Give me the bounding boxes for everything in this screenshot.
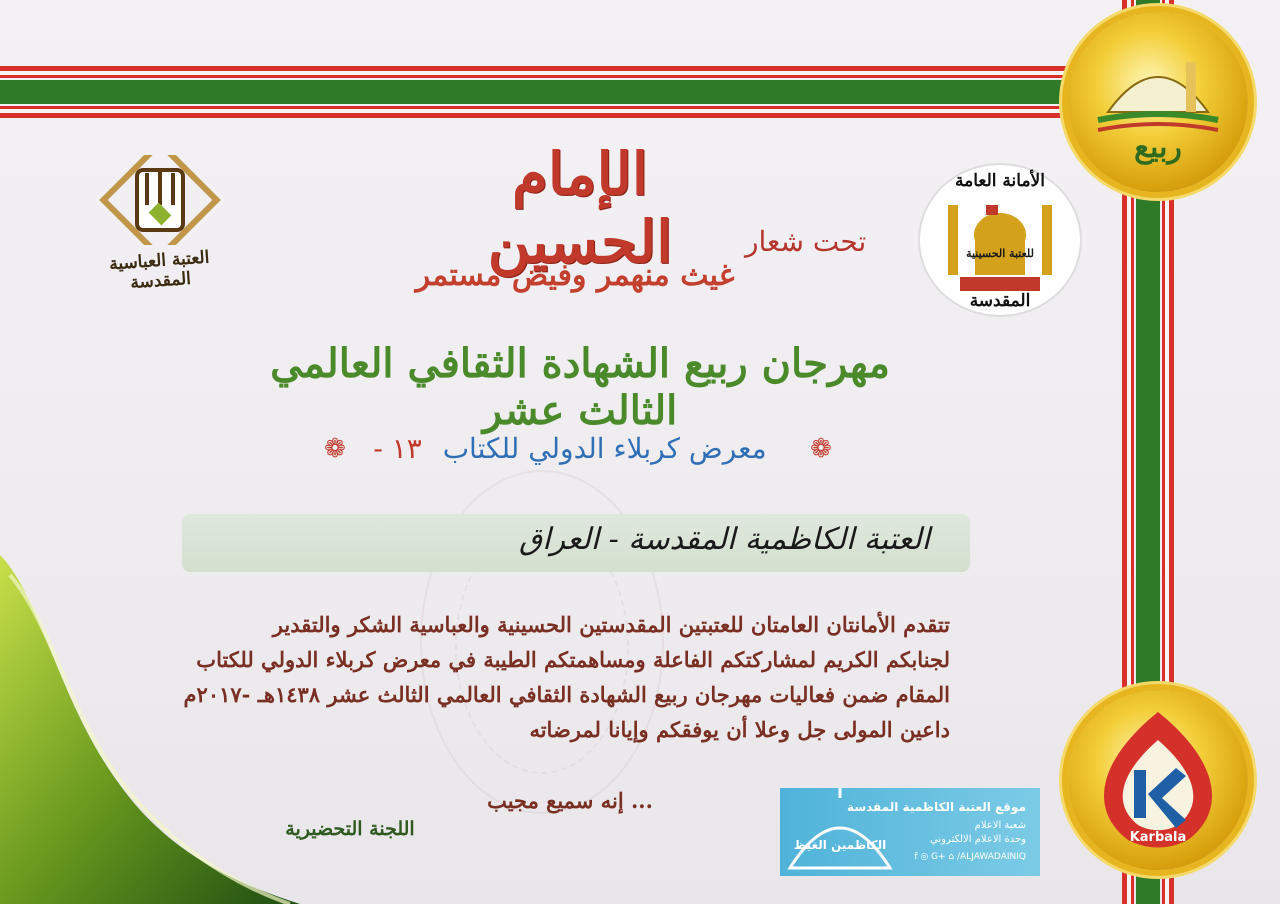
husseini-shrine-logo — [918, 163, 1082, 317]
festival-title: مهرجان ربيع الشهادة الثقافي العالمي الثالث عشر — [270, 340, 890, 434]
body-line: داعين المولى جل وعلا أن يوفقكم وإيانا لمرضاته — [529, 717, 950, 742]
watermark-line3: وحدة الاعلام الالكتروني — [930, 834, 1026, 845]
right-logo-bottom-text: المقدسة — [969, 291, 1031, 311]
right-logo-center-text: للعتبة الحسينية — [966, 247, 1034, 260]
slogan-label: تحت شعار — [745, 225, 867, 258]
book-fair-number: ١٣ - — [373, 432, 422, 465]
watermark-line1: موقع العتبة الكاظمية المقدسة — [847, 800, 1026, 814]
website-watermark — [780, 788, 1040, 876]
body-line: لجنابكم الكريم لمشاركتكم الفاعلة ومساهمتكم الطيبة في معرض كربلاء الدولي للكتاب — [196, 647, 950, 672]
dome-icon — [1068, 12, 1248, 192]
karbala-seal — [1068, 690, 1248, 870]
hand-emblem-icon — [85, 155, 235, 245]
watermark-box-text: الكاظمين الغيظ — [793, 838, 887, 852]
ornament-right-icon: ❁ — [810, 434, 832, 464]
body-line: تتقدم الأمانتان العامتان للعتبتين المقدستين الحسينية والعباسية الشكر والتقدير — [272, 612, 950, 637]
bottom-seal-text: Karbala — [1129, 830, 1187, 845]
top-seal-text: ربيع — [1134, 130, 1182, 165]
abbasid-shrine-logo — [85, 155, 235, 295]
left-logo-text: العتبة العباسية المقدسة — [108, 247, 211, 294]
committee-signature: اللجنة التحضيرية — [285, 818, 415, 840]
recipient-bar — [182, 514, 970, 572]
book-fair-name: معرض كربلاء الدولي للكتاب — [442, 432, 767, 465]
imam-hussein-title: الإمام الحسين — [487, 140, 673, 276]
right-logo-top-text: الأمانة العامة — [955, 171, 1045, 191]
certificate-body — [160, 607, 950, 747]
recipient-name: العتبة الكاظمية المقدسة - العراق — [518, 522, 930, 557]
watermark-social-line: f ◎ G+ ⌂ /ALJAWADAINIQ — [914, 852, 1026, 862]
book-fair-title — [340, 432, 800, 465]
body-line: المقام ضمن فعاليات مهرجان ربيع الشهادة الثقافي العالمي الثالث عشر ١٤٣٨هـ -٢٠١٧م — [183, 682, 950, 707]
ornament-left-icon: ❁ — [324, 434, 346, 464]
closing-phrase: ... إنه سميع مجيب — [487, 788, 653, 813]
watermark-line2: شعبة الاعلام — [974, 820, 1026, 831]
slogan-text: غيث منهمر وفيض مستمر — [415, 258, 735, 293]
spring-festival-seal — [1068, 12, 1248, 192]
